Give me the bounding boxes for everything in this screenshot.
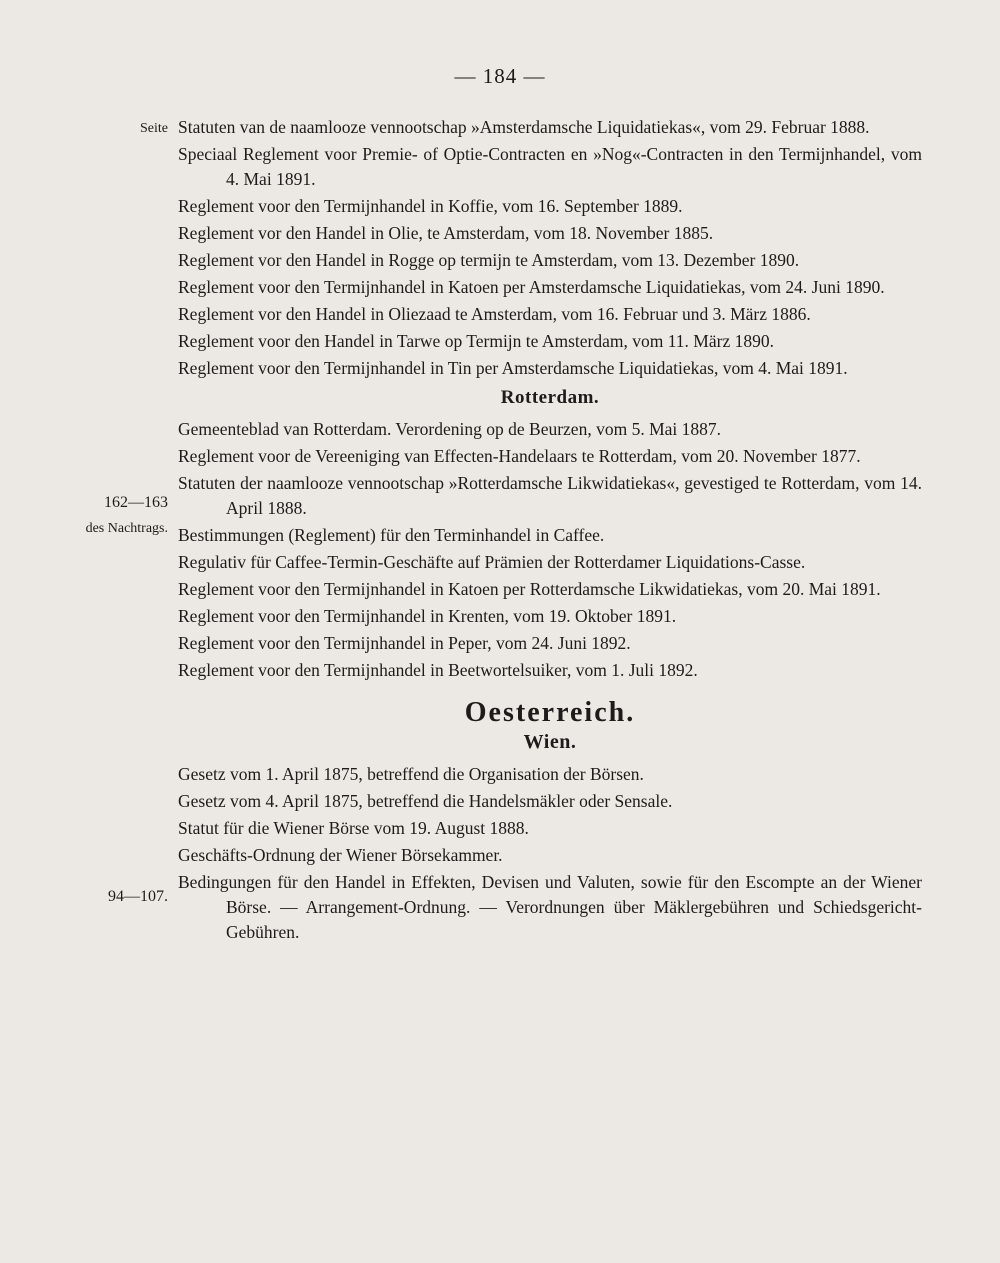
rotterdam-entry: Reglement voor de Vereeniging van Effecten-Handelaars te Rotterdam, vom 20. November 1877. <box>178 446 861 466</box>
rotterdam-entry: Reglement voor den Termijnhandel in Beetwortelsuiker, vom 1. Juli 1892. <box>178 660 698 680</box>
amsterdam-entry: Reglement vor den Handel in Oliezaad te Amsterdam, vom 16. Februar und 3. März 1886. <box>178 304 811 324</box>
wien-entry: Statut für die Wiener Börse vom 19. August 1888. <box>178 818 529 838</box>
margin-rotterdam-ref2: des Nachtrags. <box>85 521 168 536</box>
oesterreich-heading: Oesterreich. <box>464 697 636 728</box>
amsterdam-entry: Reglement voor den Handel in Tarwe op Termijn te Amsterdam, vom 11. März 1890. <box>178 331 774 351</box>
amsterdam-entry: Reglement vor den Handel in Rogge op termijn te Amsterdam, vom 13. Dezember 1890. <box>178 250 800 270</box>
rotterdam-entry: Statuten der naamlooze vennootschap »Rotterdamsche Likwidatiekas«, gevestiged te Rotterdam, vom 14. April 1888. <box>178 473 922 518</box>
rotterdam-entry: Gemeenteblad van Rotterdam. Verordening op de Beurzen, vom 5. Mai 1887. <box>178 419 722 439</box>
rotterdam-entry: Reglement voor den Termijnhandel in Peper, vom 24. Juni 1892. <box>178 633 631 653</box>
wien-entry: Geschäfts-Ordnung der Wiener Börsekammer. <box>178 845 503 865</box>
rotterdam-heading: Rotterdam. <box>500 387 600 408</box>
margin-rotterdam-ref: 162—163 <box>104 494 168 511</box>
rotterdam-entry: Reglement voor den Termijnhandel in Katoen per Rotterdamsche Likwidatiekas, vom 20. Mai 1891. <box>178 579 881 599</box>
amsterdam-entry: Statuten van de naamlooze vennootschap »Amsterdamsche Liquidatiekas«, vom 29. Februar 1888. <box>178 117 870 137</box>
margin-seite-label: Seite <box>140 121 168 136</box>
wien-heading: Wien. <box>523 731 577 753</box>
amsterdam-entry: Reglement voor den Termijnhandel in Tin per Amsterdamsche Liquidatiekas, vom 4. Mai 1891. <box>178 358 848 378</box>
entries-column <box>178 115 922 947</box>
amsterdam-entry: Speciaal Reglement voor Premie- of Optie-Contracten en »Nog«-Contracten in den Termijnhandel, vom 4. Mai 1891. <box>178 144 922 189</box>
wien-entry: Gesetz vom 1. April 1875, betreffend die Organisation der Börsen. <box>178 764 644 784</box>
margin-wien-ref: 94—107. <box>108 888 168 905</box>
page-number: — 184 — <box>454 64 546 88</box>
wien-entry: Gesetz vom 4. April 1875, betreffend die Handelsmäkler oder Sensale. <box>178 791 673 811</box>
rotterdam-entry: Regulativ für Caffee-Termin-Geschäfte auf Prämien der Rotterdamer Liquidations-Casse. <box>178 552 806 572</box>
rotterdam-entry: Reglement voor den Termijnhandel in Krenten, vom 19. Oktober 1891. <box>178 606 677 626</box>
amsterdam-entry: Reglement voor den Termijnhandel in Koffie, vom 16. September 1889. <box>178 196 683 216</box>
amsterdam-entry: Reglement vor den Handel in Olie, te Amsterdam, vom 18. November 1885. <box>178 223 714 243</box>
wien-entry: Bedingungen für den Handel in Effekten, Devisen und Valuten, sowie für den Escompte an der Wiener Börse. — Arrangement-Ordnung. — Verordnungen über Mäklergebühren und Schiedsgericht-Gebühren. <box>178 872 922 942</box>
amsterdam-entry: Reglement voor den Termijnhandel in Katoen per Amsterdamsche Liquidatiekas, vom 24. Juni 1890. <box>178 277 885 297</box>
rotterdam-entry: Bestimmungen (Reglement) für den Terminhandel in Caffee. <box>178 525 605 545</box>
